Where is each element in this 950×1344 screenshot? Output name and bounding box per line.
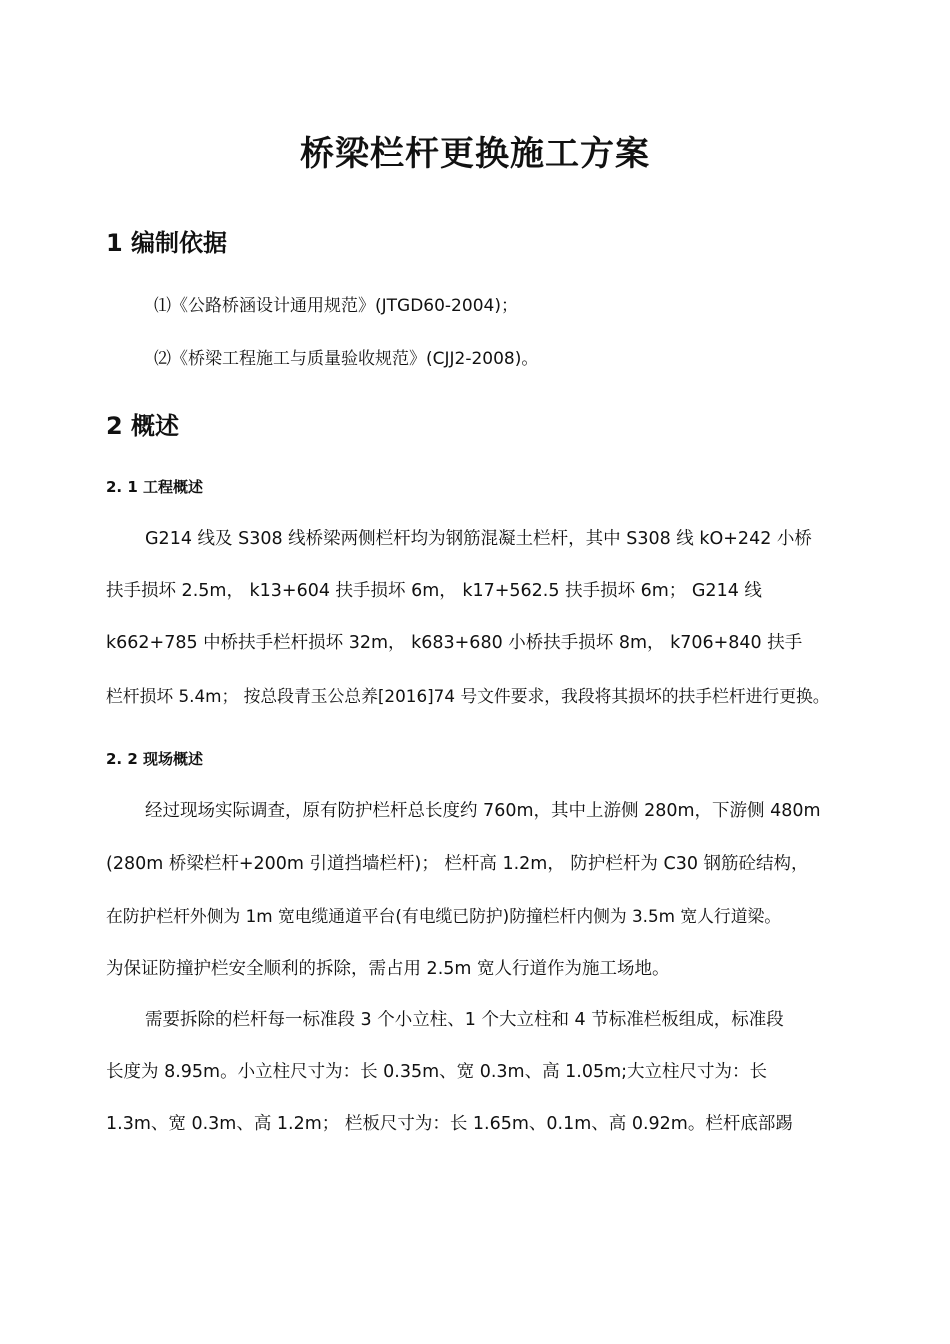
paragraph-line: 扶手损坏 2.5m， k13+604 扶手损坏 6m， k17+562.5 扶手损坏 6m； G214 线 xyxy=(106,581,762,601)
subsection-2-1-heading: 2. 1 工程概述 xyxy=(106,478,204,496)
section-2-heading: 2 概述 xyxy=(106,412,180,440)
paragraph-line: G214 线及 S308 线桥梁两侧栏杆均为钢筋混凝土栏杆，其中 S308 线 kO+242 小桥 xyxy=(145,529,812,549)
document-title: 桥梁栏杆更换施工方案 xyxy=(300,134,650,174)
section-1-heading: 1 编制依据 xyxy=(106,229,228,257)
paragraph-line: 1.3m、宽 0.3m、高 1.2m； 栏板尺寸为：长 1.65m、0.1m、高 0.92m。栏杆底部踢 xyxy=(106,1114,793,1134)
paragraph-line: k662+785 中桥扶手栏杆损坏 32m， k683+680 小桥扶手损坏 8m， k706+840 扶手 xyxy=(106,633,803,653)
paragraph-line: 经过现场实际调查，原有防护栏杆总长度约 760m，其中上游侧 280m，下游侧 480m xyxy=(145,801,821,821)
reference-item-2: ⑵《桥梁工程施工与质量验收规范》(CJJ2-2008)。 xyxy=(154,349,539,369)
paragraph-line: 在防护栏杆外侧为 1m 宽电缆通道平台(有电缆已防护)防撞栏杆内侧为 3.5m 宽人行道梁。 xyxy=(106,906,782,926)
paragraph-line: 栏杆损坏 5.4m； 按总段青玉公总养[2016]74 号文件要求，我段将其损坏的扶手栏杆进行更换。 xyxy=(106,686,830,706)
paragraph-line: 需要拆除的栏杆每一标准段 3 个小立柱、1 个大立柱和 4 节标准栏板组成，标准段 xyxy=(145,1010,784,1030)
paragraph-line: 为保证防撞护栏安全顺利的拆除，需占用 2.5m 宽人行道作为施工场地。 xyxy=(106,959,670,979)
reference-item-1: ⑴《公路桥涵设计通用规范》(JTGD60-2004)； xyxy=(154,296,518,316)
paragraph-line: 长度为 8.95m。小立柱尺寸为：长 0.35m、宽 0.3m、高 1.05m;大立柱尺寸为：长 xyxy=(106,1062,768,1082)
paragraph-line: (280m 桥梁栏杆+200m 引道挡墙栏杆)； 栏杆高 1.2m， 防护栏杆为 C30 钢筋砼结构， xyxy=(106,854,809,874)
subsection-2-2-heading: 2. 2 现场概述 xyxy=(106,750,204,768)
